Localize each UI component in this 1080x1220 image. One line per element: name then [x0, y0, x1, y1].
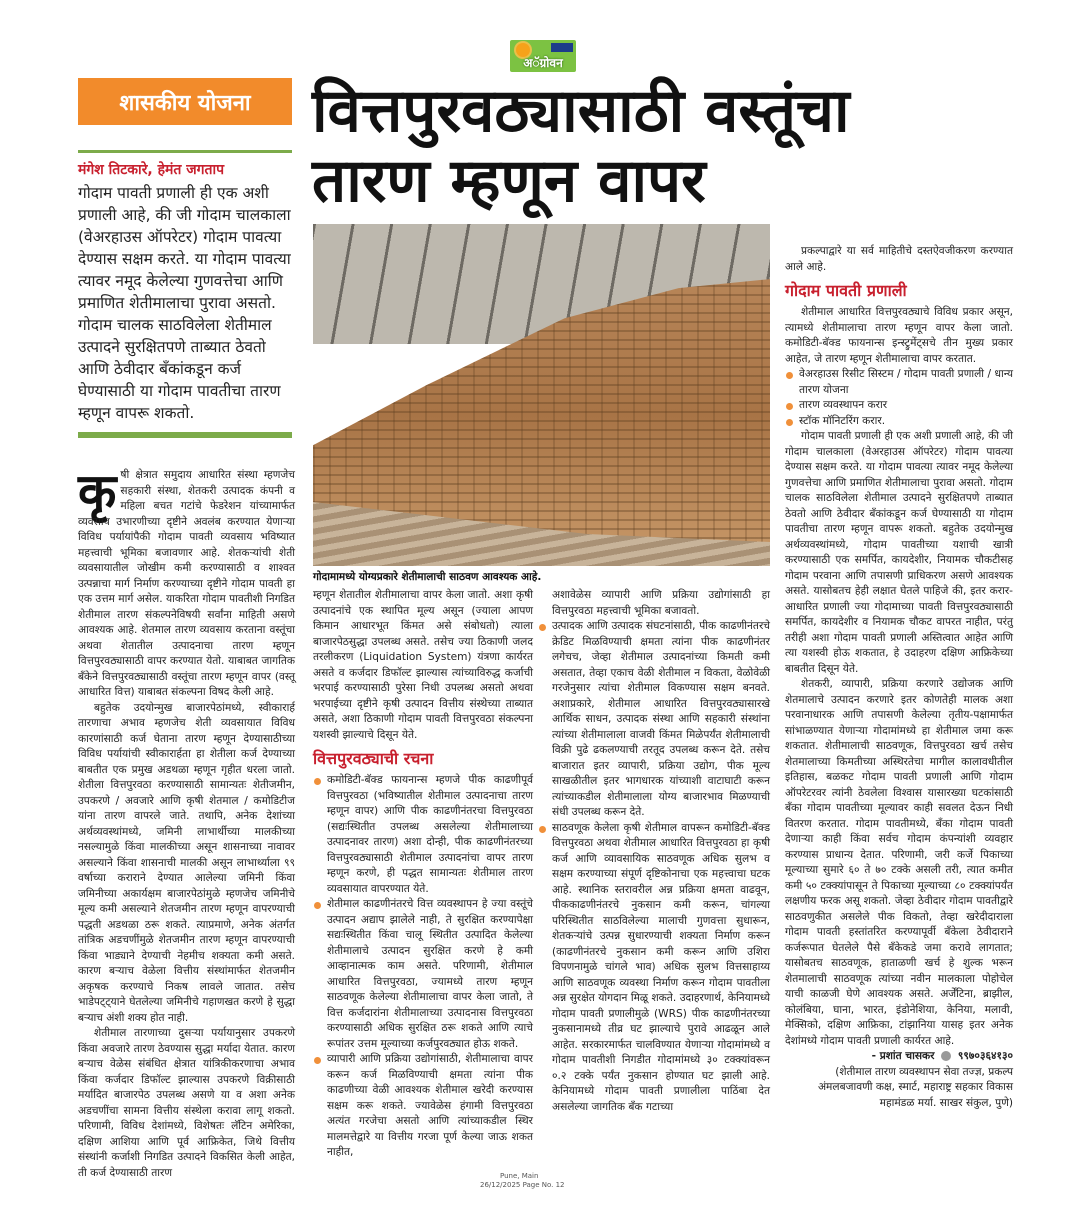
intro-summary: गोदाम पावती प्रणाली ही एक अशी प्रणाली आहे, की जी गोदाम चालकाला (वेअरहाउस ऑपरेटर) गोदाम पावत्या देण्यास सक्षम करते. या गोदाम पावत्या त्यावर नमूद केलेल्या गुणवत्तेचा आणि प्रमाणित शेतीमालाचा पुरावा असतो. गोदाम चालक साठविलेला शेतीमाल उत्पादने सुरक्षितपणे ताब्यात ठेवतो आणि ठेवीदार बँकांकडून कर्ज घेण्यासाठी या गोदाम पावतीचा तारण म्हणून वापरू शकतो.	[78, 184, 291, 422]
list-item: तारण व्यवस्थापन करार	[785, 398, 1013, 414]
bullet-list	[313, 773, 533, 1161]
headline-line-1: वित्तपुरवठ्यासाठी वस्तूंचा	[312, 76, 850, 146]
paragraph: शेतीमाल तारणाच्या दुसऱ्या पर्यायानुसार उपकरणे किंवा अवजारे तारण ठेवण्यास सुद्धा मर्यादा येतात. कारण बऱ्याच वेळेस संबंधित क्षेत्रात यांत्रिकीकरणाचा अभाव किंवा कर्जदार डिफॉल्ट झाल्यास उपकरणे विक्रीसाठी मर्यादित बाजारपेठ उपलब्ध असणे या व अशा अनेक अडचणींचा सामना वित्तीय संस्थेला करावा लागू शकतो. परिणामी, विविध देशांमध्ये, विशेषतः लॅटिन अमेरिका, दक्षिण आशिया आणि पूर्व आफ्रिकेत, जिथे वित्तीय संस्थांनी कर्जाशी निगडित उत्पादने विकसित केली आहेत, ती कर्ज देण्यासाठी तारण	[78, 1027, 295, 1179]
signature-name: - प्रशांत चासकर	[871, 1050, 935, 1062]
agrowon-logo	[510, 40, 576, 72]
photo-caption: गोदामामध्ये योग्यप्रकारे शेतीमालाची साठवण आवश्यक आहे.	[313, 571, 542, 583]
paragraph: बहुतेक उदयोन्मुख बाजारपेठांमध्ये, स्वीकारार्ह तारणाचा अभाव म्हणजेच शेती व्यवसायात विविध कारणांसाठी कर्ज घेताना तारण म्हणून देण्यासाठीच्या विविध पर्यायांची स्वीकारार्हता हा शेतीला कर्ज देण्याच्या बाबतीत एक प्रमुख अडथळा म्हणून गृहीत धरला जातो. शेतीला वित्तपुरवठा करण्यासाठी सामान्यतः शेतीजमीन, उपकरणे / अवजारे आणि कृषी शेतमाल / कमोडिटीज यांना तारण वापरले जाते. तथापि, अनेक देशांच्या अर्थव्यवस्थांमध्ये, जमिनी लाभार्थीच्या मालकीच्या नसल्यामुळे किंवा मालकीच्या असून शासनाच्या नावावर असल्याने किंवा शासनाची मालकी असून लाभार्थ्याला ९९ वर्षाच्या कराराने देण्यात आलेल्या जमिनी किंवा जमिनीच्या अकार्यक्षम बाजारपेठांमुळे म्हणजेच जमिनीचे मूल्य कमी असल्याने शेतजमीन तारण म्हणून वापरण्याची पद्धती अडथळा ठरू शकते. त्याप्रमाणे, अनेक अंतर्गत तांत्रिक अडचणींमुळे शेतजमीन तारण म्हणून वापरण्याची किंवा भाड्याने देण्याची नेहमीच शक्यता कमी असते. कारण बऱ्याच वेळेला वित्तीय संस्थांमार्फत शेतजमीन अकृषक करण्याचे निकष लावले जातात. तसेच भाडेपट्ट्याने घेतलेल्या जमिनीचे गहाणखत करणे हे सुद्धा बऱ्याच अंशी शक्य होत नाही.	[78, 701, 295, 1024]
headline	[312, 76, 1012, 216]
list-item: वेअरहाउस रिसीट सिस्टम / गोदाम पावती प्रणाली / धान्य तारण योजना	[785, 367, 1013, 398]
date-page: 26/12/2025 Page No. 12	[480, 1181, 565, 1189]
list-item: व्यापारी आणि प्रक्रिया उद्योगांसाठी, शेतीमालाचा वापर करून कर्ज मिळविण्याची क्षमता त्यांना पीक काढणीच्या वेळी आवश्यक शेतीमाल खरेदी करण्यास सक्षम करू शकते. ज्यावेळेस हंगामी वित्तपुरवठा अत्यंत गरजेचा असतो आणि त्यांच्याकडील स्थिर मालमत्तेद्वारे या वित्तीय गरजा पूर्ण केल्या जाऊ शकत नाहीत,	[313, 1052, 533, 1161]
bullet-list	[538, 619, 770, 1115]
list-item: उत्पादक आणि उत्पादक संघटनांसाठी, पीक काढणीनंतरचे क्रेडिट मिळविण्याची क्षमता त्यांना पीक काढणीनंतर लगेचच, जेव्हा शेतीमाल उत्पादनांच्या किमती कमी असतात, तेव्हा एकाच वेळी शेतीमाल न विकता, वेळोवेळी गरजेनुसार त्यांचा शेतीमाल विकण्यास सक्षम बनवते. अशाप्रकारे, शेतीमाल आधारित वित्तपुरवठ्यासारखे आर्थिक साधन, उत्पादक संस्था आणि सहकारी संस्थांना त्यांच्या शेतीमालाला वाजवी किंमत मिळेपर्यंत शेतीमालाची विक्री पुढे ढकलण्याची तरतूद उपलब्ध करून देते. तसेच बाजारात इतर व्यापारी, प्रक्रिया उद्योग, पीक मूल्य साखळीतील इतर भागधारक यांच्याशी वाटाघाटी करून त्यांच्याकडील शेतीमालाला योग्य बाजारभाव मिळण्याची संधी उपलब्ध करून देते.	[538, 619, 770, 821]
page-footer	[480, 1172, 630, 1190]
list-item: कमोडिटी-बॅक्ड फायनान्स म्हणजे पीक काढणीपूर्व वित्तपुरवठा (भविष्यातील शेतीमाल उत्पादनाचा तारण म्हणून वापर) आणि पीक काढणीनंतरचा वित्तपुरवठा (सद्यःस्थितीत उपलब्ध असलेल्या शेतीमालाच्या उत्पादनावर तारण) अशा दोन्ही, पीक काढणीनंतरच्या वित्तपुरवठ्यासाठी शेतीमाल उत्पादनांचा वापर तारण म्हणून करणे, ही पद्धत सामान्यतः शेतीमाल तारण व्यवसायात वापरण्यात येते.	[313, 773, 533, 897]
paragraph: गोदाम पावती प्रणाली ही एक अशी प्रणाली आहे, की जी गोदाम चालकाला (वेअरहाउस ऑपरेटर) गोदाम पावत्या देण्यास सक्षम करते. या गोदाम पावत्या त्यावर नमूद केलेल्या गुणवत्तेचा आणि प्रमाणित शेतीमालाचा पुरावा असतो. गोदाम चालक साठविलेला शेतीमाल उत्पादने सुरक्षितपणे ताब्यात ठेवतो आणि ठेवीदार बँकांकडून कर्ज घेण्यासाठी या गोदाम पावतीचा तारण म्हणून वापरू शकतो. बहुतेक उदयोन्मुख अर्थव्यवस्थांमध्ये, गोदाम पावतीच्या यशाची खात्री करण्यासाठी एक समर्पित, कायदेशीर, नियामक चौकटीसह गोदाम परवाना आणि तपासणी प्राधिकरण असणे आवश्यक असते. यासोबतच हेही लक्षात घेतले पाहिजे की, इतर करार-आधारित प्रणाली ज्या गोदामाच्या पावती वित्तपुरवठ्यासाठी समर्पित, कायदेशीर व नियामक चौकट वापरत नाहीत, परंतु तरीही अशा गोदाम पावती प्रणाली अस्तित्वात आहेत आणि त्या यशस्वी होऊ शकतात, हे उदाहरण दक्षिण आफ्रिकेच्या बाबतीत दिसून येते.	[785, 430, 1013, 675]
headline-line-2: तारण म्हणून वापर	[312, 146, 706, 216]
dropcap: कृ	[78, 463, 117, 521]
divider	[78, 432, 292, 438]
author-byline: मंगेश तिटकारे, हेमंत जगताप	[78, 162, 225, 178]
subheading: गोदाम पावती प्रणाली	[785, 281, 907, 300]
paragraph: कृषी क्षेत्रात समुदाय आधारित संस्था म्हणजेच सहकारी संस्था, शेतकरी उत्पादक कंपनी व महिला बचत गटांचे फेडरेशन यांच्यामार्फत व्यवसाय उभारणीच्या दृष्टीने अवलंब करण्यात येणाऱ्या विविध पर्यायांपैकी गोदाम पावती व्यवसाय भविष्यात महत्त्वाची भूमिका बजावणार आहे. शेतकऱ्यांची शेती व्यवसायातील जोखीम कमी करण्यासाठी व शाश्वत उत्पन्नाचा मार्ग निर्माण करण्याच्या दृष्टीने गोदाम पावती हा एक उत्तम मार्ग असेल. याकरिता गोदाम पावतीशी निगडित शेतीमाल तारण संकल्पनेविषयी सर्वांना माहिती असणे आवश्यक आहे. शेतमाल तारण व्यवसाय करताना वस्तूंचा अथवा शेतातील उत्पादनाचा तारण म्हणून वित्तपुरवठ्यासाठी वापर करण्यात येतो. याबाबत जागतिक बँकेने वित्तपुरवठ्यासाठी वस्तूंचा तारण म्हणून वापर (वस्तू आधारित वित्त) याबाबत संकल्पना विषद केली आहे.	[78, 463, 295, 698]
list-item: स्टॉक मॉनिटरिंग करार.	[785, 414, 1013, 430]
paragraph: शेतीमाल आधारित वित्तपुरवठ्याचे विविध प्रकार असून, त्यामध्ये शेतीमालाचा तारण म्हणून वापर केला जातो. कमोडिटी-बॅक्ड फायनान्स इन्स्ट्रुमेंट्सचे तीन मुख्य प्रकार आहेत, जे तारण म्हणून शेतीमालाचा वापर करतात.	[785, 306, 1013, 365]
signature-affiliation: (शेतीमाल तारण व्यवस्थापन सेवा तज्ज्ञ, प्रकल्प अंमलबजावणी कक्ष, स्मार्ट, महाराष्ट्र सहकार विकास महामंडळ मर्या. साखर संकुल, पुणे)	[817, 1065, 1013, 1109]
logo-text: अॅग्रोवन	[523, 56, 563, 70]
article-column-3	[538, 588, 770, 1178]
sakal-badge	[551, 43, 573, 52]
signature	[785, 1049, 1013, 1065]
list-item: साठवणूक केलेला कृषी शेतीमाल वापरून कमोडिटी-बॅक्ड वित्तपुरवठा अथवा शेतीमाल आधारित वित्तपुरवठा हा कृषी कर्ज आणि व्यावसायिक साठवणूक अधिक सुलभ व सक्षम करण्याच्या संपूर्ण दृष्टिकोनाचा एक महत्त्वाचा घटक आहे. स्थानिक स्तरावरील अन्न प्रक्रिया क्षमता वाढवून, पीककाढणीनंतरचे नुकसान कमी करून, चांगल्या परिस्थितीत साठविलेल्या मालाची गुणवत्ता सुधारून, शेतकऱ्यांचे उत्पन्न सुधारण्याची शक्यता निर्माण करून (काढणीनंतरचे नुकसान कमी करून आणि उशिरा विपणनामुळे चांगले भाव) अधिक सुलभ वित्तसाहाय्य आणि साठवणूक व्यवस्था निर्माण करून गोदाम पावतीला अन्न सुरक्षेत योगदान मिळू शकते. उदाहरणार्थ, केनियामध्ये गोदाम पावती प्रणालीमुळे (WRS) पीक काढणीनंतरच्या नुकसानामध्ये तीव्र घट झाल्याचे पुरावे आढळून आले आहेत. सरकारमार्फत चालविण्यात येणाऱ्या गोदामांमध्ये व गोदाम पावतीशी निगडीत गोदामांमध्ये ३० टक्क्यांवरून ०.२ टक्के पर्यंत नुकसान होण्यात घट झाली आहे. केनियामध्ये गोदाम पावती प्रणालीला पाठिंबा देत असलेल्या जागतिक बँक गटाच्या	[538, 821, 770, 1116]
article-column-2	[313, 588, 533, 1168]
phone-icon	[941, 1051, 951, 1061]
warehouse-photo	[313, 224, 770, 566]
subheading: वित्तपुरवठ्याची रचना	[313, 749, 434, 768]
signature-phone: ९९७०३६४१३०	[957, 1050, 1013, 1062]
edition: Pune, Main	[500, 1172, 539, 1180]
paragraph: प्रकल्पाद्वारे या सर्व माहितीचे दस्तऐवजीकरण करण्यात आले आहे.	[785, 245, 1013, 273]
article-column-1	[78, 463, 295, 1179]
paragraph: म्हणून शेतातील शेतीमालाचा वापर केला जातो. अशा कृषी उत्पादनांचे एक स्थापित मूल्य असून (ज्याला आपण किमान आधारभूत किंमत असे संबोधतो) त्याला बाजारपेठसुद्धा उपलब्ध असते. तसेच ज्या ठिकाणी जलद तरलीकरण (Liquidation System) यंत्रणा कार्यरत असते व कर्जदार डिफॉल्ट झाल्यास त्यांच्याविरुद्ध कर्जाची भरपाई करण्यासाठी पुरेसा निधी उपलब्ध असतो अथवा भरपाईच्या दृष्टीने कृषी उत्पादन वित्तीय संस्थेच्या ताब्यात असते, अशा ठिकाणी गोदाम पावती वित्तपुरवठा संकल्पना यशस्वी झाल्याचे दिसून येते.	[313, 589, 533, 741]
paragraph: शेतकरी, व्यापारी, प्रक्रिया करणारे उद्योजक आणि शेतमालाचे उत्पादन करणारे इतर कोणतेही मालक अशा परवानाधारक आणि तपासणी केलेल्या तृतीय-पक्षामार्फत सांभाळण्यात येणाऱ्या गोदामांमध्ये हा शेतीमाल जमा करू शकतात. शेतीमालाची साठवणूक, वित्तपुरवठा खर्च तसेच शेतमालाच्या किमतीच्या अस्थिरतेचा मागील कालावधीतील इतिहास, बळकट गोदाम पावती प्रणाली आणि गोदाम ऑपरेटरवर त्यांनी ठेवलेला विश्वास यासारख्या घटकांसाठी बँका गोदाम पावतीच्या मूल्यावर काही सवलत देऊन निधी वितरण करतात. गोदाम पावतीमध्ये, बँका गोदाम पावती देणाऱ्या काही किंवा सर्वच गोदाम कंपन्यांशी व्यवहार करण्यास प्राधान्य देतात. परिणामी, जरी कर्जे पिकाच्या मूल्याच्या सुमारे ६० ते ७० टक्के असली तरी, त्यात कमीत कमी ५० टक्क्यांपासून ते पिकाच्या मूल्याच्या ८० टक्क्यांपर्यंत लक्षणीय फरक असू शकतो. जेव्हा ठेवीदार गोदाम पावतीद्वारे साठवणुकीत असलेले पीक विकतो, तेव्हा खरेदीदाराला गोदाम पावती हस्तांतरित करण्यापूर्वी बँकेला ठेवीदाराने कर्जरूपात घेतलेले पैसे बँकेकडे जमा करावे लागतात; यासोबतच साठवणूक, हाताळणी खर्च हे शुल्क भरून शेतमालाची साठवणूक त्यांच्या नवीन मालकाला पोहोचेल याची काळजी घेणे आवश्यक असते. अर्जेंटिना, ब्राझील, कोलंबिया, घाना, भारत, इंडोनेशिया, केनिया, मलावी, मेक्सिको, दक्षिण आफ्रिका, टांझानिया यासह इतर अनेक देशांमध्ये गोदाम पावती प्रणाली कार्यरत आहे.	[785, 678, 1013, 1047]
divider	[78, 150, 292, 153]
paragraph: अशावेळेस व्यापारी आणि प्रक्रिया उद्योगांसाठी हा वित्तपुरवठा महत्त्वाची भूमिका बजावतो.	[552, 589, 770, 617]
bullet-list	[785, 367, 1013, 429]
list-item: शेतीमाल काढणीनंतरचे वित्त व्यवस्थापन हे ज्या वस्तूंचे उत्पादन अद्याप झालेले नाही, ते सुरक्षित करण्यापेक्षा सद्यःस्थितीत किंवा चालू स्थितीत उत्पादित केलेल्या शेतीमालाचे उत्पादन सुरक्षित करणे हे कमी आव्हानात्मक काम असते. परिणामी, शेतीमाल आधारित वित्तपुरवठा, ज्यामध्ये तारण म्हणून साठवणूक केलेल्या शेतीमालाचा वापर केला जातो, ते वित्त कर्जदारांना शेतीमालाच्या उत्पादनास वित्तपुरवठा करण्यासाठी अधिक सुरक्षित ठरू शकते आणि त्याचे रूपांतर उत्तम मूल्याच्या कर्जपुरवठ्यात होऊ शकते.	[313, 897, 533, 1052]
section-tag: शासकीय योजना	[78, 78, 292, 125]
article-column-4	[785, 244, 1013, 1184]
